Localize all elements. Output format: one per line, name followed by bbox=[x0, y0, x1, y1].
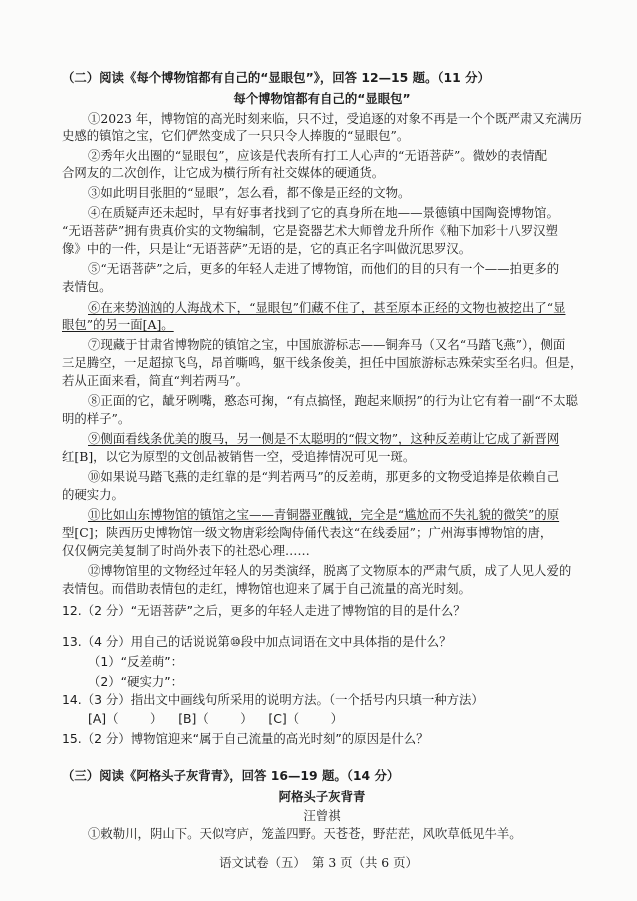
underlined-line-a: ⑥在来势汹汹的人海战术下，“显眼包”们藏不住了，甚至原本正经的文物也被挖出了“显 bbox=[88, 300, 566, 315]
author-name: 汪曾祺 bbox=[303, 808, 341, 823]
paragraph-line: 史感的镇馆之宝，它们俨然变成了一只只令人捧腹的“显眼包”。 bbox=[62, 128, 410, 143]
paragraph-line: 三足腾空，一足超掠飞鸟，昂首嘶鸣，躯干线条俊美，担任中国旅游标志殊荣实至名归。但是， bbox=[62, 355, 582, 370]
section3-heading: （三）阅读《阿格头子灰背青》，回答 16—19 题。（14 分） bbox=[62, 768, 400, 783]
paragraph-line: ④在质疑声还未起时，早有好事者找到了它的真身所在地——景德镇中国陶瓷博物馆。 bbox=[88, 205, 559, 220]
paragraph-line: 的硬实力。 bbox=[62, 487, 124, 502]
paragraph-line: ②秀年火出圈的“显眼包”，应该是代表所有打工人心声的“无语菩萨”。微妙的表情配 bbox=[88, 148, 548, 163]
paragraph-line: ⑤“无语菩萨”之后，更多的年轻人走进了博物馆，而他们的目的只有一个——拍更多的 bbox=[88, 261, 560, 276]
underlined-line-b: ⑨侧面看线条优美的腹马，另一侧是不太聪明的“假文物”，这种反差萌让它成了新晋网 bbox=[88, 431, 560, 446]
paragraph-line: 表情包。而借助表情包的走红，博物馆也迎来了属于自己流量的高光时刻。 bbox=[62, 581, 471, 596]
paragraph-line: ③如此明目张胆的“显眼”，怎么看，都不像是正经的文物。 bbox=[88, 185, 411, 200]
paragraph-line: ⑧正面的它，龇牙咧嘴，憨态可掬，“有点搞怪，跑起来顺拐”的行为让它有着一副“不太聪 bbox=[88, 393, 578, 408]
article-title: 每个博物馆都有自己的“显眼包” bbox=[233, 91, 411, 106]
paragraph-line: 红[B]，以它为原型的文创品被销售一空，受追捧情况可见一斑。 bbox=[62, 449, 416, 464]
paragraph-line: 若从正面来看，简直“判若两马”。 bbox=[62, 373, 249, 388]
paragraph-line: 型[C]；陕西历史博物馆一级文物唐彩绘陶侍俑代表这“在线委屈”；广州海事博物馆的唐， bbox=[62, 525, 553, 540]
article-title: 阿格头子灰背青 bbox=[278, 789, 366, 804]
paragraph-line: 像》中的一件，只是让“无语菩萨”无语的是，它的真正名字叫做沉思罗汉。 bbox=[62, 241, 472, 256]
paragraph-line: ①敕勒川，阴山下。天似穹庐，笼盖四野。天苍苍，野茫茫，风吹草低见牛羊。 bbox=[88, 826, 522, 841]
question-12: 12.（2 分）“无语菩萨”之后，更多的年轻人走进了博物馆的目的是什么？ bbox=[62, 603, 466, 618]
paragraph-line: “无语菩萨”拥有贵真价实的文物编制，它是瓷器艺术大师曾龙升所作《釉下加彩十八罗汉塑 bbox=[62, 223, 558, 238]
question-13-part-2: （2）“硬实力”： bbox=[88, 674, 184, 689]
question-13-part-1: （1）“反差萌”： bbox=[88, 654, 184, 669]
paragraph-line: 合网友的二次创作，让它成为横行所有社交媒体的硬通货。 bbox=[62, 165, 385, 180]
paragraph-line: 仅仅俩完美复制了时尚外表下的社恐心理…… bbox=[62, 543, 310, 558]
underlined-line-c: ⑪比如山东博物馆的镇馆之宝——青铜器亚醜钺，完全是“尴尬而不失礼貌的微笑”的原 bbox=[88, 507, 560, 522]
question-13: 13.（4 分）用自己的话说说第⑩段中加点词语在文中具体指的是什么？ bbox=[62, 634, 452, 649]
paragraph-line: ⑫博物馆里的文物经过年轻人的另类演绎，脱离了文物原本的严肃气质，成了人见人爱的 bbox=[88, 563, 572, 578]
question-14: 14.（3 分）指出文中画线句所采用的说明方法。（一个括号内只填一种方法） bbox=[62, 692, 484, 707]
paragraph-line: 表情包。 bbox=[62, 279, 112, 294]
page-footer: 语文试卷（五） 第 3 页（共 6 页） bbox=[219, 855, 418, 870]
underlined-line-a: 眼包”的另一面[A]。 bbox=[62, 317, 174, 332]
paragraph-line: ⑦现藏于甘肃省博物院的镇馆之宝，中国旅游标志——铜奔马（又名“马踏飞燕”），侧面 bbox=[88, 337, 566, 352]
question-14-answer-blanks: [A]（ ） [B]（ ） [C]（ ） bbox=[88, 711, 344, 726]
section2-heading: （二）阅读《每个博物馆都有自己的“显眼包”》，回答 12—15 题。（11 分） bbox=[62, 70, 490, 85]
paragraph-line: ⑩如果说马踏飞燕的走红靠的是“判若两马”的反差萌，那更多的文物受追捧是依赖自己 bbox=[88, 469, 560, 484]
question-15: 15.（2 分）博物馆迎来“属于自己流量的高光时刻”的原因是什么？ bbox=[62, 731, 429, 746]
paragraph-line: 明的样子”。 bbox=[62, 411, 131, 426]
paragraph-line: ①2023 年，博物馆的高光时刻来临，只不过，受追逐的对象不再是一个个既严肃又充满历 bbox=[88, 111, 582, 126]
